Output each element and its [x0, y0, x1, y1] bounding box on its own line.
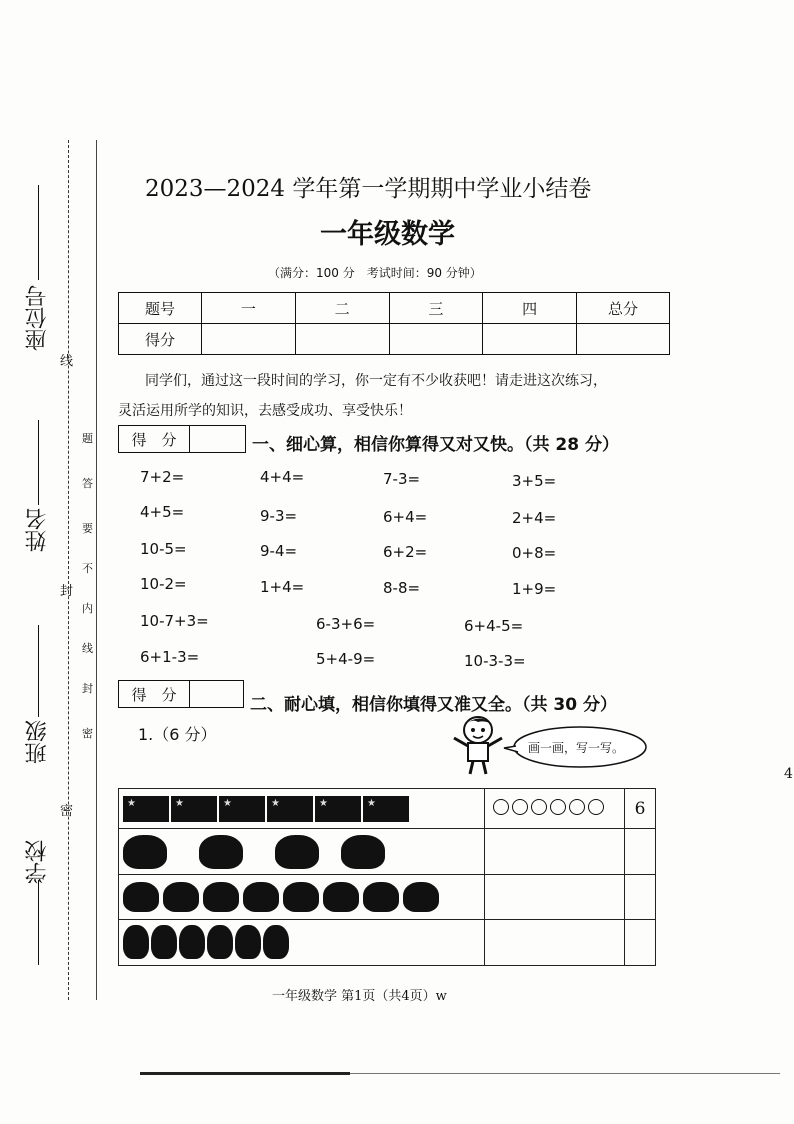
monkey-icon: [123, 882, 159, 912]
calc-item: 10-3-3=: [464, 652, 526, 670]
no-answer-char-6: 线: [82, 642, 93, 655]
name-underline: [38, 420, 39, 505]
question-1-label: 1.（6 分）: [138, 725, 217, 744]
side-page-mark: 4: [784, 766, 793, 782]
child-icon: [151, 925, 177, 959]
monkey-icon: [163, 882, 199, 912]
section2-score-input[interactable]: [190, 681, 243, 707]
basket-icon: [341, 835, 385, 869]
score-cell[interactable]: [483, 324, 577, 355]
basket-icon: [123, 835, 167, 869]
seal-char: 封: [60, 584, 74, 599]
name-label: 姓名: [25, 508, 50, 552]
bottom-scan-edge: [140, 1072, 350, 1075]
calc-item: 6+4-5=: [464, 617, 524, 635]
calc-item: 4+5=: [140, 503, 185, 521]
score-table-header: 总分: [577, 293, 670, 324]
calc-item: 5+4-9=: [316, 650, 376, 668]
flag-icon: [171, 796, 217, 822]
calc-item: 3+5=: [512, 472, 557, 490]
score-table-header: 一: [202, 293, 296, 324]
monkey-icon: [283, 882, 319, 912]
seat-number-label: 座位号: [25, 285, 50, 351]
circle-icon: [531, 799, 547, 815]
draw-cell[interactable]: [485, 919, 625, 965]
no-answer-char-4: 不: [82, 562, 93, 575]
monkey-icon: [323, 882, 359, 912]
monkey-icon: [243, 882, 279, 912]
calc-item: 10-5=: [140, 540, 187, 558]
child-icon: [179, 925, 205, 959]
section1-score-box: [118, 425, 246, 453]
calc-item: 7-3=: [383, 470, 421, 488]
intro-line-1: 同学们，通过这一段时间的学习，你一定有不少收获吧！请走进这次练习，: [145, 373, 607, 389]
score-table-header: 二: [295, 293, 389, 324]
circle-icon: [550, 799, 566, 815]
flag-icon: [363, 796, 409, 822]
score-row-label: 得分: [119, 324, 202, 355]
circle-icon: [512, 799, 528, 815]
circle-icon: [588, 799, 604, 815]
page-footer: 一年级数学 第1页（共4页）w: [272, 989, 447, 1004]
calc-item: 10-2=: [140, 575, 187, 593]
score-cell[interactable]: [202, 324, 296, 355]
child-icon: [263, 925, 289, 959]
circle-icon: [569, 799, 585, 815]
calc-item: 10-7+3=: [140, 612, 209, 630]
flag-icon: [267, 796, 313, 822]
no-answer-char-7: 封: [82, 682, 93, 695]
no-answer-char-1: 题: [82, 432, 93, 445]
class-label: 班级: [25, 720, 50, 764]
count-cell: 6: [625, 789, 656, 829]
score-table-header: 题号: [119, 293, 202, 324]
flag-icon: [315, 796, 361, 822]
section2-score-label: 得 分: [119, 681, 190, 707]
write-cell[interactable]: [625, 875, 656, 919]
no-answer-char-5: 内: [82, 602, 93, 615]
calc-item: 2+4=: [512, 509, 557, 527]
section2-title: 二、耐心填，相信你填得又准又全。（共 30 分）: [250, 695, 617, 715]
child-icon: [123, 925, 149, 959]
intro-line-2: 灵活运用所学的知识，去感受成功、享受快乐！: [118, 403, 412, 419]
no-answer-char-3: 要: [82, 522, 93, 535]
picture-count-table: [118, 788, 656, 966]
calc-item: 1+9=: [512, 580, 557, 598]
subject-title: 一年级数学: [320, 219, 455, 250]
score-cell[interactable]: [295, 324, 389, 355]
circles-cell: [485, 789, 625, 829]
child-icon: [235, 925, 261, 959]
line-char: 线: [60, 354, 74, 369]
draw-cell[interactable]: [485, 875, 625, 919]
bottom-scan-edge-2: [350, 1073, 780, 1074]
binding-solid-line: [96, 140, 97, 1000]
calc-item: 0+8=: [512, 544, 557, 562]
write-cell[interactable]: [625, 919, 656, 965]
score-cell[interactable]: [389, 324, 483, 355]
no-answer-char-2: 答: [82, 477, 93, 490]
section1-score-label: 得 分: [119, 426, 190, 452]
speech-bubble-text: 画一画，写一写。: [528, 741, 625, 755]
score-table-header: 四: [483, 293, 577, 324]
seat-number-underline: [38, 185, 39, 280]
score-cell[interactable]: [577, 324, 670, 355]
secret-char: 密: [60, 804, 74, 819]
monkey-icon: [203, 882, 239, 912]
flags-cell: [119, 789, 485, 829]
baskets-cell: [119, 829, 485, 875]
school-underline: [38, 880, 39, 965]
exam-meta: （满分：100 分 考试时间：90 分钟）: [268, 266, 482, 280]
school-label: 学校: [25, 840, 50, 884]
basket-icon: [199, 835, 243, 869]
class-underline: [38, 625, 39, 717]
section1-score-input[interactable]: [190, 426, 245, 452]
children-cell: [119, 919, 485, 965]
flag-icon: [219, 796, 265, 822]
child-icon: [207, 925, 233, 959]
calc-item: 6+1-3=: [140, 648, 200, 666]
monkeys-cell: [119, 875, 485, 919]
basket-icon: [275, 835, 319, 869]
calc-item: 9-3=: [260, 507, 298, 525]
flag-icon: [123, 796, 169, 822]
score-table: [118, 292, 670, 355]
monkey-icon: [363, 882, 399, 912]
exam-title: 2023—2024 学年第一学期期中学业小结卷: [145, 176, 592, 202]
calc-item: 4+4=: [260, 468, 305, 486]
calc-item: 1+4=: [260, 578, 305, 596]
calc-item: 8-8=: [383, 579, 421, 597]
no-answer-char-8: 密: [82, 727, 93, 740]
calc-item: 6+4=: [383, 508, 428, 526]
cartoon-boy-icon: [448, 712, 508, 776]
write-cell[interactable]: [625, 829, 656, 875]
calc-item: 6+2=: [383, 543, 428, 561]
score-table-header: 三: [389, 293, 483, 324]
monkey-icon: [403, 882, 439, 912]
calc-item: 6-3+6=: [316, 615, 376, 633]
section1-title: 一、细心算，相信你算得又对又快。（共 28 分）: [252, 435, 619, 455]
binding-dashed-line: [68, 140, 69, 1000]
section2-score-box: [118, 680, 244, 708]
draw-cell[interactable]: [485, 829, 625, 875]
circle-icon: [493, 799, 509, 815]
calc-item: 7+2=: [140, 468, 185, 486]
calc-item: 9-4=: [260, 542, 298, 560]
